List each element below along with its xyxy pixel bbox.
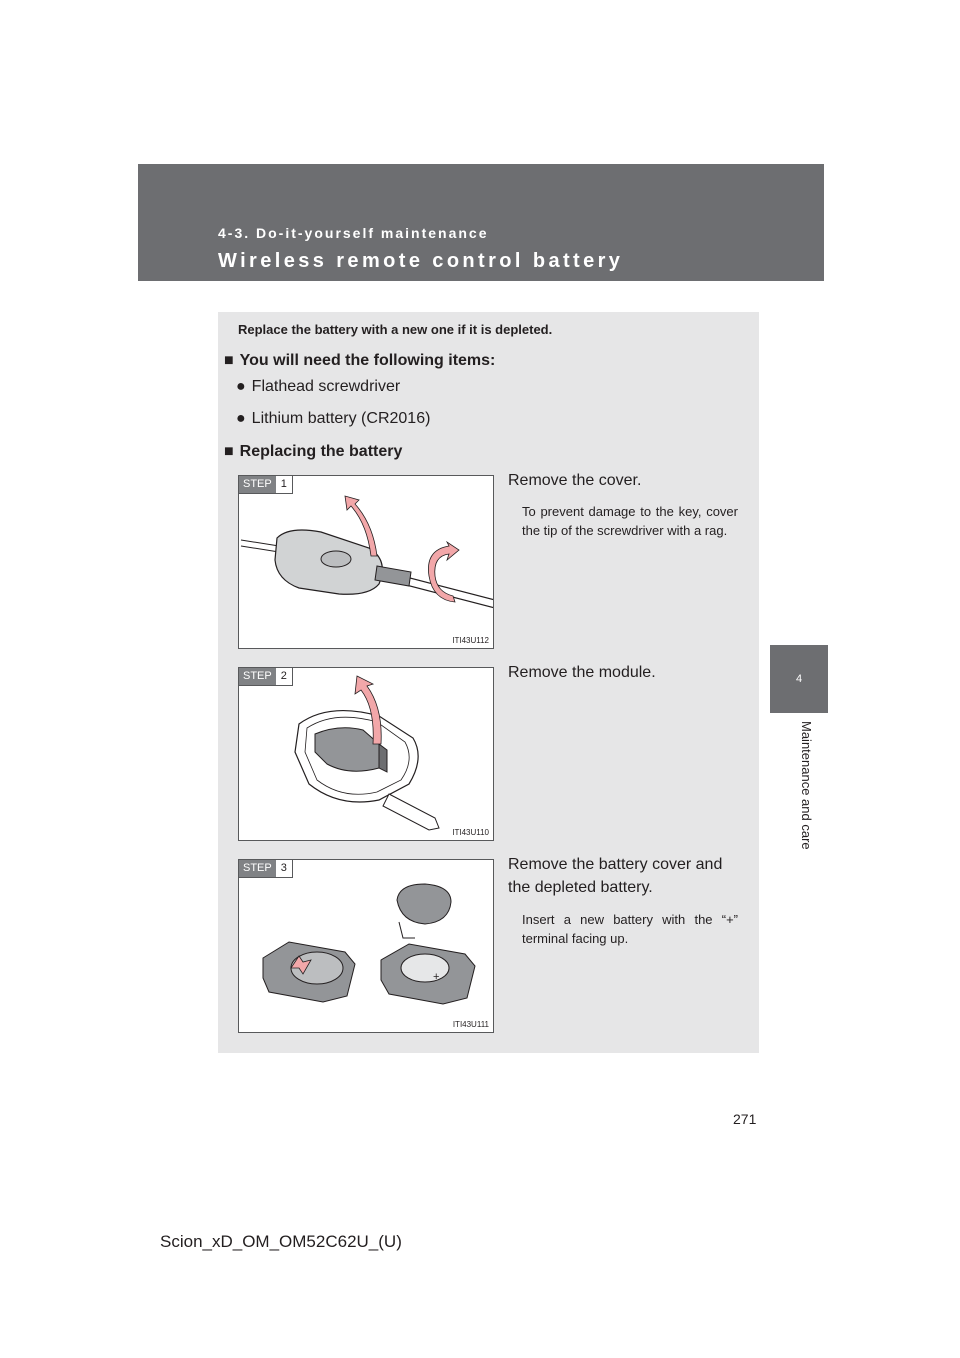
chapter-number: 4 <box>795 673 803 685</box>
square-bullet-icon: ■ <box>224 352 234 369</box>
step-2-text: Remove the module. <box>508 664 656 681</box>
step-number: 2 <box>276 668 292 685</box>
step-2-tag <box>239 668 293 686</box>
figure-code: ITI43U110 <box>452 828 489 837</box>
page-title: Wireless remote control battery <box>218 250 624 272</box>
figure-code: ITI43U112 <box>452 636 489 645</box>
battery-replacement-illustration <box>239 860 494 1033</box>
bullet-icon: ● <box>236 410 246 427</box>
page-number: 271 <box>733 1111 757 1127</box>
list-item <box>236 378 400 396</box>
step-2-figure <box>238 667 494 841</box>
step-word: STEP <box>239 860 276 877</box>
svg-text:+: + <box>433 971 440 983</box>
step-1-note: To prevent damage to the key, cover the tip of the screwdriver with a rag. <box>522 504 738 538</box>
step-1-text: Remove the cover. <box>508 472 642 489</box>
key-module-illustration <box>239 668 494 841</box>
intro-text: Replace the battery with a new one if it is depleted. <box>238 322 553 337</box>
replacing-heading <box>224 443 402 461</box>
step-word: STEP <box>239 668 276 685</box>
items-heading-text: You will need the following items: <box>239 352 496 369</box>
section-label: 4-3. Do-it-yourself maintenance <box>218 225 489 241</box>
list-item-text: Lithium battery (CR2016) <box>251 410 431 427</box>
step-number: 1 <box>276 476 292 493</box>
bullet-icon: ● <box>236 378 246 395</box>
header-band <box>138 164 824 281</box>
content-box <box>218 312 759 1053</box>
step-word: STEP <box>239 476 276 493</box>
step-1-tag <box>239 476 293 494</box>
chapter-caption: Maintenance and care <box>799 721 814 850</box>
document-code: Scion_xD_OM_OM52C62U_(U) <box>160 1232 402 1251</box>
step-number: 3 <box>276 860 292 877</box>
items-heading <box>224 352 495 370</box>
square-bullet-icon: ■ <box>224 443 234 460</box>
step-3-text: Remove the battery cover and the depleted battery. <box>508 856 723 896</box>
list-item <box>236 410 430 428</box>
step-3-figure <box>238 859 494 1033</box>
figure-code: ITI43U111 <box>452 1020 489 1029</box>
step-3-note: Insert a new battery with the “+” terminal facing up. <box>522 912 738 946</box>
key-cover-illustration <box>239 476 494 649</box>
replacing-heading-text: Replacing the battery <box>239 443 403 460</box>
step-1-figure <box>238 475 494 649</box>
list-item-text: Flathead screwdriver <box>251 378 401 395</box>
chapter-tab[interactable] <box>770 645 828 713</box>
step-3-tag <box>239 860 293 878</box>
